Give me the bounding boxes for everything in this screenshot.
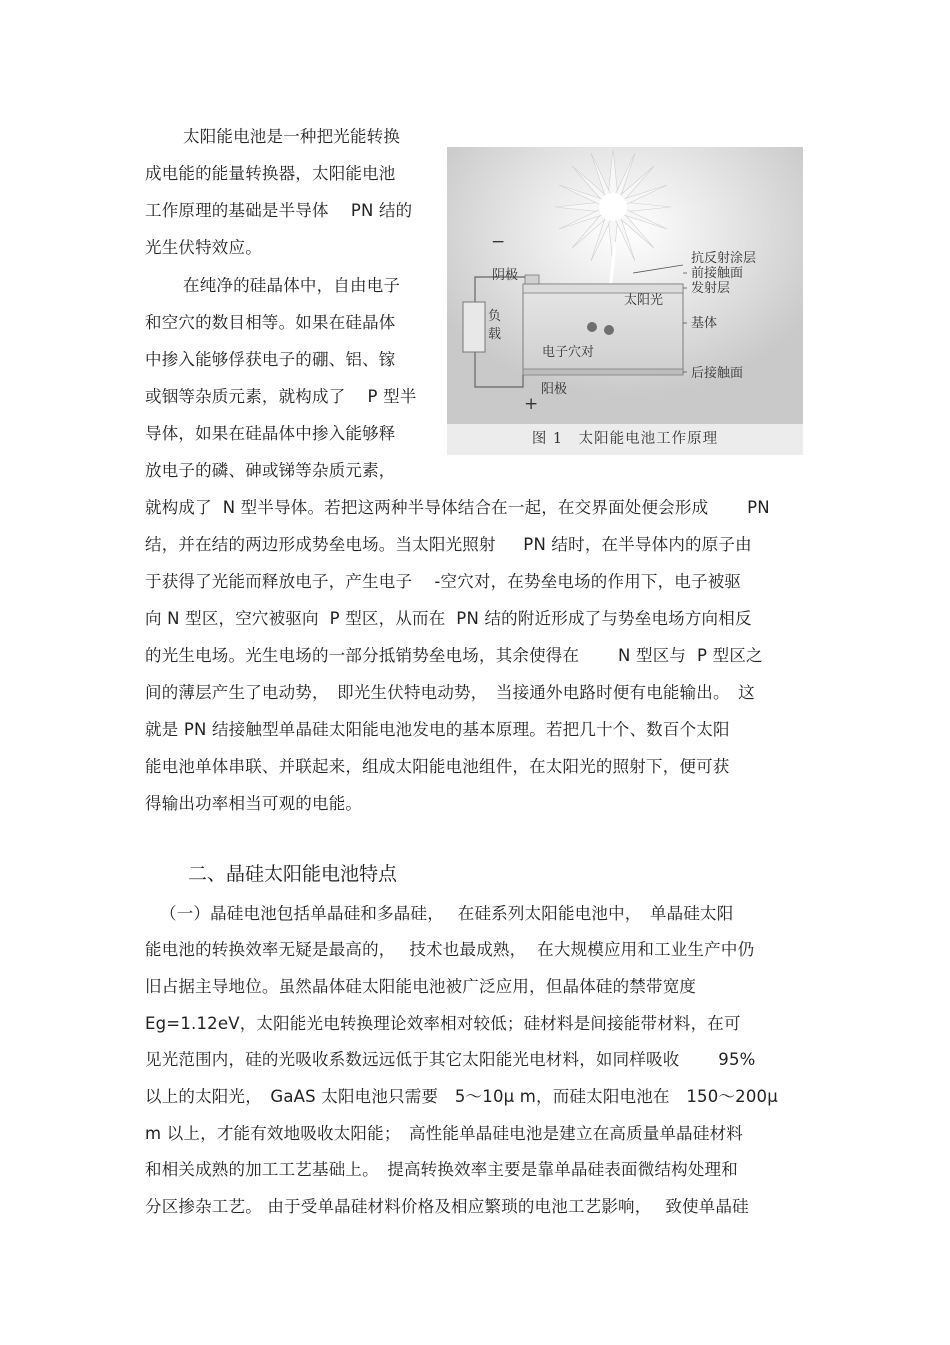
sunlight-label: 太阳光 <box>624 293 664 308</box>
plus-terminal: + <box>524 394 539 414</box>
text-line: 和相关成熟的加工工艺基础上。 提高转换效率主要是靠单晶硅表面微结构处理和 <box>145 1160 738 1179</box>
text-line: 间的薄层产生了电动势， 即光生伏特电动势， 当接通外电路时便有电能输出。 这 <box>145 683 755 702</box>
text-line: 太阳能电池是一种把光能转换 <box>183 127 401 146</box>
emitter-layer <box>523 284 683 293</box>
electron-hole-pair-label: 电子穴对 <box>542 345 595 360</box>
minus-terminal: − <box>491 232 506 252</box>
front-contact-label: 前接触面 <box>691 266 744 281</box>
text-line: 导体，如果在硅晶体中掺入能够释 <box>145 424 396 443</box>
text-line: 的光生电场。光生电场的一部分抵销势垒电场，其余使得在 N 型区与 P 型区之 <box>145 646 763 665</box>
back-contact-layer <box>523 369 683 375</box>
text-line: Eg=1.12eV，太阳能光电转换理论效率相对较低；硅材料是间接能带材料，在可 <box>145 1014 741 1033</box>
anode-label: 阳极 <box>541 382 568 397</box>
load-label-1: 负 <box>488 309 502 324</box>
text-line: 成电能的能量转换器，太阳能电池 <box>145 164 396 183</box>
text-line: m 以上，才能有效地吸收太阳能； 高性能单晶硅电池是建立在高质量单晶硅材料 <box>145 1124 743 1143</box>
text-line: 或铟等杂质元素，就构成了 P 型半 <box>145 387 417 406</box>
text-line: 旧占据主导地位。虽然晶体硅太阳能电池被广泛应用，但晶体硅的禁带宽度 <box>145 977 697 996</box>
text-line: （一）晶硅电池包括单晶硅和多晶硅， 在硅系列太阳能电池中， 单晶硅太阳 <box>160 904 734 923</box>
back-contact-label: 后接触面 <box>691 366 744 381</box>
text-line: 中掺入能够俘获电子的硼、铝、镓 <box>145 350 396 369</box>
cathode-label: 阴极 <box>492 268 519 283</box>
text-line: 在纯净的硅晶体中，自由电子 <box>183 276 401 295</box>
text-line: 结，并在结的两边形成势垒电场。当太阳光照射 PN 结时，在半导体内的原子由 <box>145 535 752 554</box>
text-line: 于获得了光能而释放电子，产生电子 -空穴对，在势垒电场的作用下，电子被驱 <box>145 572 742 591</box>
text-line: 就是 PN 结接触型单晶硅太阳能电池发电的基本原理。若把几十个、数百个太阳 <box>145 720 730 739</box>
section-heading: 二、晶硅太阳能电池特点 <box>188 863 398 885</box>
hole-dot <box>604 325 614 335</box>
text-line: 能电池单体串联、并联起来，组成太阳能电池组件，在太阳光的照射下，便可获 <box>145 757 730 776</box>
emitter-label: 发射层 <box>691 281 731 296</box>
figure-caption: 图 1 太阳能电池工作原理 <box>447 424 803 455</box>
base-label: 基体 <box>691 316 718 331</box>
cathode-contact <box>525 275 539 284</box>
text-line: 得输出功率相当可观的电能。 <box>145 794 363 813</box>
load-label-2: 载 <box>488 327 502 342</box>
text-line: 以上的太阳光， GaAS 太阳电池只需要 5～10μ m，而硅太阳电池在 150～200μ <box>145 1087 778 1106</box>
load-resistor <box>463 302 485 352</box>
text-line: 就构成了 N 型半导体。若把这两种半导体结合在一起，在交界面处便会形成 PN <box>145 498 770 517</box>
antireflection-label: 抗反射涂层 <box>691 251 757 266</box>
electron-dot <box>587 322 597 332</box>
text-line: 向 N 型区，空穴被驱向 P 型区，从而在 PN 结的附近形成了与势垒电场方向相反 <box>145 609 752 628</box>
text-line: 放电子的磷、砷或锑等杂质元素， <box>145 461 396 480</box>
text-line: 见光范围内，硅的光吸收系数远远低于其它太阳能光电材料，如同样吸收 95% <box>145 1050 756 1069</box>
text-line: 工作原理的基础是半导体 PN 结的 <box>145 201 413 220</box>
text-line: 分区掺杂工艺。 由于受单晶硅材料价格及相应繁琐的电池工艺影响， 致使单晶硅 <box>145 1197 749 1216</box>
text-line: 能电池的转换效率无疑是最高的， 技术也最成熟， 在大规模应用和工业生产中仍 <box>145 940 755 959</box>
solar-cell-figure <box>447 147 803 455</box>
text-line: 和空穴的数目相等。如果在硅晶体 <box>145 313 396 332</box>
text-line: 光生伏特效应。 <box>145 238 262 257</box>
solar-cell-diagram <box>447 147 803 424</box>
